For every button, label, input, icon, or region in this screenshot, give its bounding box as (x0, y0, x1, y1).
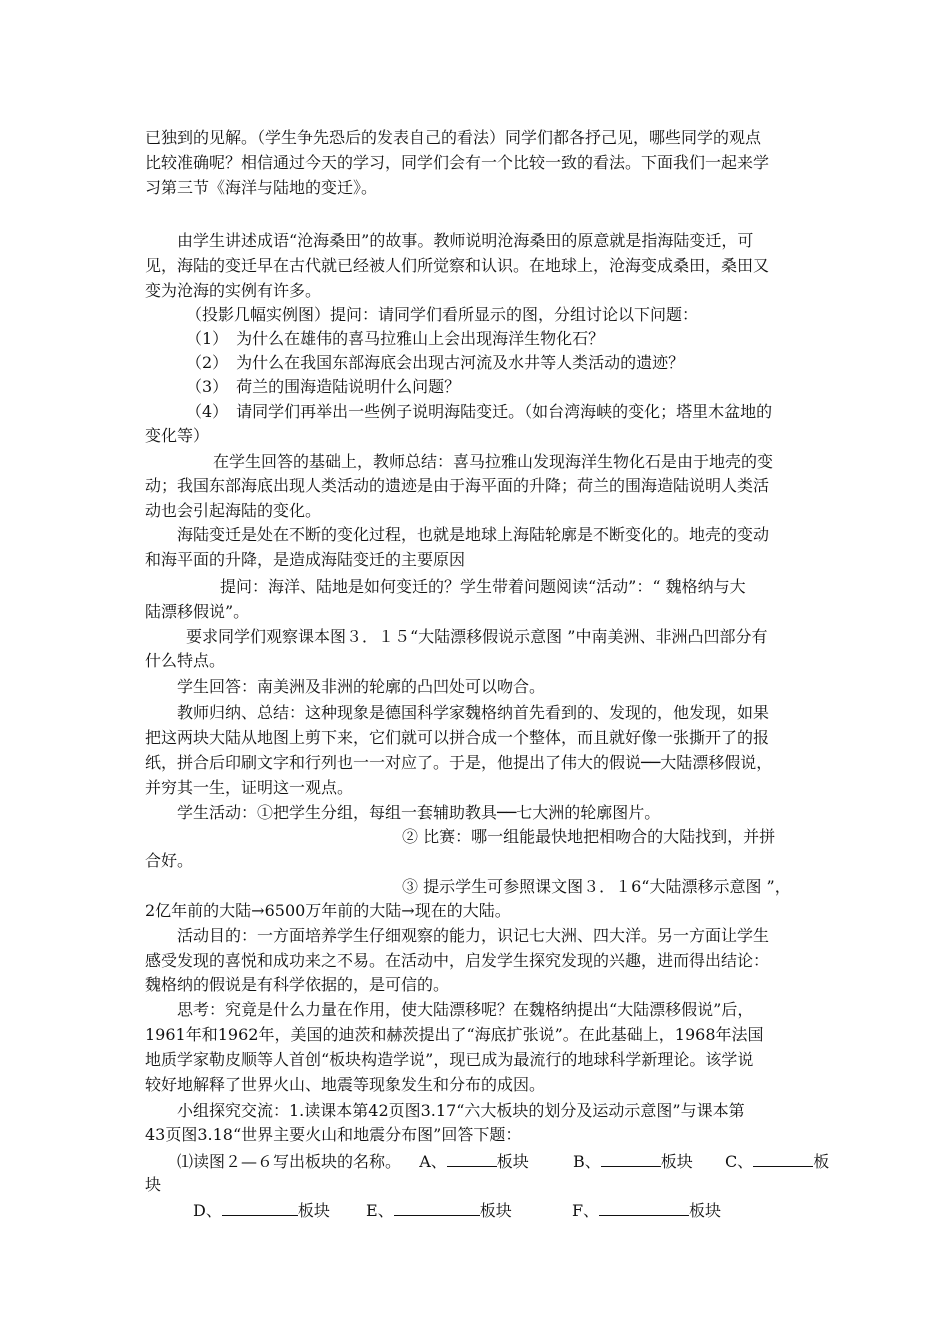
text-line: 块 (145, 1175, 162, 1194)
plate-c-label: C、 (724, 1152, 754, 1171)
question-item: （2） 为什么在我国东部海底会出现古河流及水井等人类活动的遗迹？ (186, 353, 685, 372)
plate-e-blank[interactable] (394, 1199, 480, 1216)
text-line: ③ 提示学生可参照课文图３．１6“大陆漂移示意图 ”， (402, 877, 791, 896)
plate-suffix-partial: 板 (813, 1152, 830, 1171)
text-line: 比较准确呢？相信通过今天的学习，同学们会有一个比较一致的看法。下面我们一起来学 (145, 153, 770, 172)
text-line: 地质学家勒皮顺等人首创“板块构造学说”，现已成为最流行的地球科学新理论。该学说 (145, 1050, 754, 1069)
text-line: 动；我国东部海底出现人类活动的遗迹是由于海平面的升降；荷兰的围海造陆说明人类活 (145, 476, 770, 495)
text-line: 并穷其一生，证明这一观点。 (145, 778, 354, 797)
question-item: （3） 荷兰的围海造陆说明什么问题？ (186, 377, 461, 396)
text-line: 在学生回答的基础上，教师总结：喜马拉雅山发现海洋生物化石是由于地壳的变 (213, 452, 774, 471)
text-line: 学生活动：①把学生分组，每组一套辅助教具──七大洲的轮廓图片。 (177, 803, 661, 822)
fill-in-question-continued (193, 1199, 721, 1221)
plate-f-blank[interactable] (599, 1199, 689, 1216)
text-line: 2亿年前的大陆→6500万年前的大陆→现在的大陆。 (145, 901, 511, 920)
text-line: 变化等） (145, 426, 210, 445)
plate-suffix: 板块 (479, 1201, 512, 1220)
text-line: 习第三节《海洋与陆地的变迁》。 (145, 178, 378, 197)
text-line: 动也会引起海陆的变化。 (145, 501, 322, 520)
text-line: 思考：究竟是什么力量在作用，使大陆漂移呢？在魏格纳提出“大陆漂移假说”后， (177, 1000, 754, 1019)
text-line: 由学生讲述成语“沧海桑田”的故事。教师说明沧海桑田的原意就是指海陆变迁，可 (177, 231, 754, 250)
text-line: 43页图3.18“世界主要火山和地震分布图”回答下题： (145, 1125, 522, 1144)
text-line: 见，海陆的变迁早在古代就已经被人们所觉察和认识。在地球上，沧海变成桑田，桑田又 (145, 256, 770, 275)
text-line: 教师归纳、总结：这种现象是德国科学家魏格纳首先看到的、发现的，他发现，如果 (177, 703, 770, 722)
text-line: 活动目的：一方面培养学生仔细观察的能力，识记七大洲、四大洋。另一方面让学生 (177, 926, 770, 945)
text-line: 合好。 (145, 851, 194, 870)
text-line: 变为沧海的实例有许多。 (145, 281, 322, 300)
text-line: 陆漂移假说”。 (145, 602, 250, 621)
fill-in-question (177, 1150, 829, 1172)
question-item: （1） 为什么在雄伟的喜马拉雅山上会出现海洋生物化石？ (186, 329, 605, 348)
plate-e-label: E、 (366, 1201, 394, 1220)
plate-b-label: B、 (572, 1152, 601, 1171)
text-line: 魏格纳的假说是有科学依据的，是可信的。 (145, 975, 450, 994)
text-line: 和海平面的升降，是造成海陆变迁的主要原因 (145, 550, 466, 569)
question-prompt: ⑴读图２—６写出板块的名称。 (177, 1152, 402, 1171)
plate-a-label: A、 (419, 1152, 447, 1171)
plate-c-blank[interactable] (753, 1150, 813, 1167)
plate-suffix: 板块 (689, 1201, 722, 1220)
text-line: 1961年和1962年，美国的迪茨和赫茨提出了“海底扩张说”。在此基础上，1968年法国 (145, 1025, 764, 1044)
text-line: 什么特点。 (145, 651, 226, 670)
text-line: 小组探究交流：1.读课本第42页图3.17“六大板块的划分及运动示意图”与课本第 (177, 1101, 745, 1120)
plate-d-label: D、 (193, 1201, 222, 1220)
plate-d-blank[interactable] (222, 1199, 298, 1216)
plate-f-label: F、 (571, 1201, 600, 1220)
text-line: 学生回答：南美洲及非洲的轮廓的凸凹处可以吻合。 (177, 677, 546, 696)
text-line: ② 比赛：哪一组能最快地把相吻合的大陆找到，并拼 (402, 827, 776, 846)
plate-suffix: 板块 (496, 1152, 529, 1171)
plate-b-blank[interactable] (601, 1150, 661, 1167)
question-item: （4） 请同学们再举出一些例子说明海陆变迁。（如台湾海峡的变化；塔里木盆地的 (186, 402, 773, 421)
text-line: 海陆变迁是处在不断的变化过程，也就是地球上海陆轮廓是不断变化的。地壳的变动 (177, 525, 770, 544)
text-line: 要求同学们观察课本图３．１５“大陆漂移假说示意图 ”中南美洲、非洲凸凹部分有 (186, 627, 768, 646)
text-line: 较好地解释了世界火山、地震等现象发生和分布的成因。 (145, 1075, 546, 1094)
plate-suffix: 板块 (660, 1152, 693, 1171)
text-line: 纸，拼合后印刷文字和行列也一一对应了。于是，他提出了伟大的假说──大陆漂移假说， (145, 753, 773, 772)
plate-suffix: 板块 (297, 1201, 330, 1220)
text-line: 感受发现的喜悦和成功来之不易。在活动中，启发学生探究发现的兴趣，进而得出结论： (145, 951, 770, 970)
text-line: 把这两块大陆从地图上剪下来，它们就可以拼合成一个整体，而且就好像一张撕开了的报 (145, 728, 770, 747)
text-line: 提问：海洋、陆地是如何变迁的？学生带着问题阅读“活动”：“ 魏格纳与大 (220, 577, 746, 596)
plate-a-blank[interactable] (447, 1150, 497, 1167)
text-line: 已独到的见解。（学生争先恐后的发表自己的看法）同学们都各抒己见，哪些同学的观点 (145, 128, 762, 147)
text-line: （投影几幅实例图）提问：请同学们看所显示的图，分组讨论以下问题： (186, 305, 699, 324)
